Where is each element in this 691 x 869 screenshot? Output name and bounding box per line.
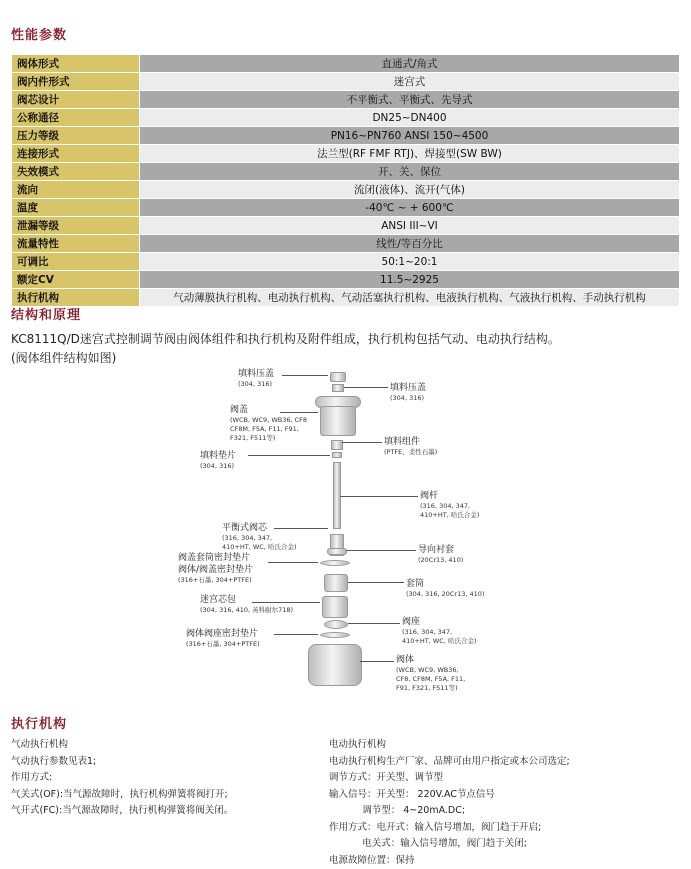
label-seat-gasket: 阀体阀座密封垫片 (316+石墨, 304+PTFE) xyxy=(186,628,260,649)
spec-key: 泄漏等级 xyxy=(12,217,140,235)
spec-key: 阀内件形式 xyxy=(12,73,140,91)
actuator-line: 电动执行机构 xyxy=(329,737,684,754)
seat-part xyxy=(324,620,348,629)
pneumatic-actuator-text xyxy=(11,737,311,820)
spec-key: 连接形式 xyxy=(12,145,140,163)
spec-value: 流闭(液体)、流开(气体) xyxy=(140,181,680,199)
spec-key: 失效模式 xyxy=(12,163,140,181)
spec-row xyxy=(12,145,680,163)
actuator-line: 电源故障位置：保持 xyxy=(329,853,684,869)
spec-value: 不平衡式、平衡式、先导式 xyxy=(140,91,680,109)
valve-body-part xyxy=(308,644,362,686)
spec-row xyxy=(12,55,680,73)
label-balanced-plug: 平衡式阀芯 (316, 304, 347, 410+HT, WC, 哈氏合金) xyxy=(222,522,296,552)
spec-key: 压力等级 xyxy=(12,127,140,145)
labyrinth-cage-part xyxy=(322,596,348,618)
label-sleeve-gasket: 阀盖套筒密封垫片 阀体/阀盖密封垫片 (316+石墨, 304+PTFE) xyxy=(178,552,253,585)
spec-value: PN16~PN760 ANSI 150~4500 xyxy=(140,127,680,145)
label-labyrinth-cage: 迷宫芯包 (304, 316, 410, 英科耐尔718) xyxy=(200,594,293,615)
spec-row xyxy=(12,127,680,145)
spec-key: 流量特性 xyxy=(12,235,140,253)
spec-row xyxy=(12,217,680,235)
label-guide-bushing: 导向衬套 (20Cr13, 410) xyxy=(418,544,463,565)
spec-key: 执行机构 xyxy=(12,289,140,307)
spec-row xyxy=(12,271,680,289)
spec-value: 开、关、保位 xyxy=(140,163,680,181)
actuator-line: 调节型： 4~20mA.DC; xyxy=(329,803,684,820)
spec-value: ANSI III~VI xyxy=(140,217,680,235)
spec-row xyxy=(12,235,680,253)
label-packing-set: 填料组件 (PTFE、柔性石墨) xyxy=(384,436,437,457)
label-sleeve: 套筒 (304, 316, 20Cr13, 410) xyxy=(406,578,484,599)
spec-row xyxy=(12,91,680,109)
spec-row xyxy=(12,253,680,271)
spec-value: 11.5~2925 xyxy=(140,271,680,289)
structure-note: (阀体组件结构如图) xyxy=(11,349,116,366)
section-title-performance: 性能参数 xyxy=(11,24,67,43)
label-seat: 阀座 (316, 304, 347, 410+HT, WC, 哈氏合金) xyxy=(402,616,476,646)
spec-table xyxy=(11,54,680,307)
actuator-line: 输入信号：开关型： 220V.AC节点信号 xyxy=(329,787,684,804)
actuator-line: 电动执行机构生产厂家、品牌可由用户指定或本公司选定; xyxy=(329,754,684,771)
spec-key: 可调比 xyxy=(12,253,140,271)
bonnet-gasket-part xyxy=(320,560,350,566)
spec-key: 额定CV xyxy=(12,271,140,289)
label-stem: 阀杆 (316, 304, 347, 410+HT, 哈氏合金) xyxy=(420,490,479,520)
label-bonnet: 阀盖 (WCB, WC9, WB36, CF8 CF8M, F5A, F11, F91, F321, F511等) xyxy=(230,404,307,443)
spec-row xyxy=(12,199,680,217)
spec-key: 阀体形式 xyxy=(12,55,140,73)
spec-value: 法兰型(RF FMF RTJ)、焊接型(SW BW) xyxy=(140,145,680,163)
section-title-actuator: 执行机构 xyxy=(11,713,67,732)
spec-key: 公称通径 xyxy=(12,109,140,127)
actuator-line: 调节方式：开关型、调节型 xyxy=(329,770,684,787)
actuator-line: 气动执行机构 xyxy=(11,737,311,754)
actuator-line: 作用方式: xyxy=(11,770,311,787)
section-title-structure: 结构和原理 xyxy=(11,304,81,323)
sleeve-part xyxy=(324,574,348,592)
label-packing-flange: 填料压盖 (304, 316) xyxy=(238,368,274,389)
spec-row xyxy=(12,289,680,307)
spec-value: 50:1~20:1 xyxy=(140,253,680,271)
label-valve-body: 阀体 (WCB, WC9, WB36, CF8, CF8M, F5A, F11, F91, F321, F511等) xyxy=(396,654,465,693)
packing-flange-part xyxy=(330,372,346,382)
spec-key: 阀芯设计 xyxy=(12,91,140,109)
spec-value: DN25~DN400 xyxy=(140,109,680,127)
bushing-part xyxy=(327,548,347,555)
spec-row xyxy=(12,163,680,181)
actuator-line: 气动执行参数见表1; xyxy=(11,754,311,771)
bonnet-part xyxy=(320,406,356,436)
spec-row xyxy=(12,109,680,127)
actuator-line: 作用方式：电开式：输入信号增加，阀门趋于开启; xyxy=(329,820,684,837)
spec-key: 流向 xyxy=(12,181,140,199)
spec-key: 温度 xyxy=(12,199,140,217)
spec-value: 气动薄膜执行机构、电动执行机构、气动活塞执行机构、电液执行机构、气液执行机构、手动执行机构 xyxy=(140,289,680,307)
packing-gasket-part xyxy=(332,452,342,458)
actuator-line: 电关式：输入信号增加，阀门趋于关闭; xyxy=(329,836,684,853)
spec-value: 直通式/角式 xyxy=(140,55,680,73)
packing-gland-part xyxy=(332,384,344,392)
electric-actuator-text xyxy=(329,737,684,869)
spec-value: 线性/等百分比 xyxy=(140,235,680,253)
label-packing-gland: 填料压盖 (304, 316) xyxy=(390,382,426,403)
valve-body-diagram xyxy=(170,362,540,702)
structure-description: KC8111Q/D迷宫式控制调节阀由阀体组件和执行机构及附件组成，执行机构包括气动、电动执行结构。 xyxy=(11,330,560,347)
spec-row xyxy=(12,181,680,199)
actuator-line: 气关式(OF):当气源故障时，执行机构弹簧将阀打开; xyxy=(11,787,311,804)
spec-value: -40℃ ~ + 600℃ xyxy=(140,199,680,217)
label-packing-gasket: 填料垫片 (304, 316) xyxy=(200,450,236,471)
seat-gasket-part xyxy=(320,632,350,638)
actuator-line: 气开式(FC):当气源故障时，执行机构弹簧将阀关闭。 xyxy=(11,803,311,820)
spec-value: 迷宫式 xyxy=(140,73,680,91)
spec-row xyxy=(12,73,680,91)
